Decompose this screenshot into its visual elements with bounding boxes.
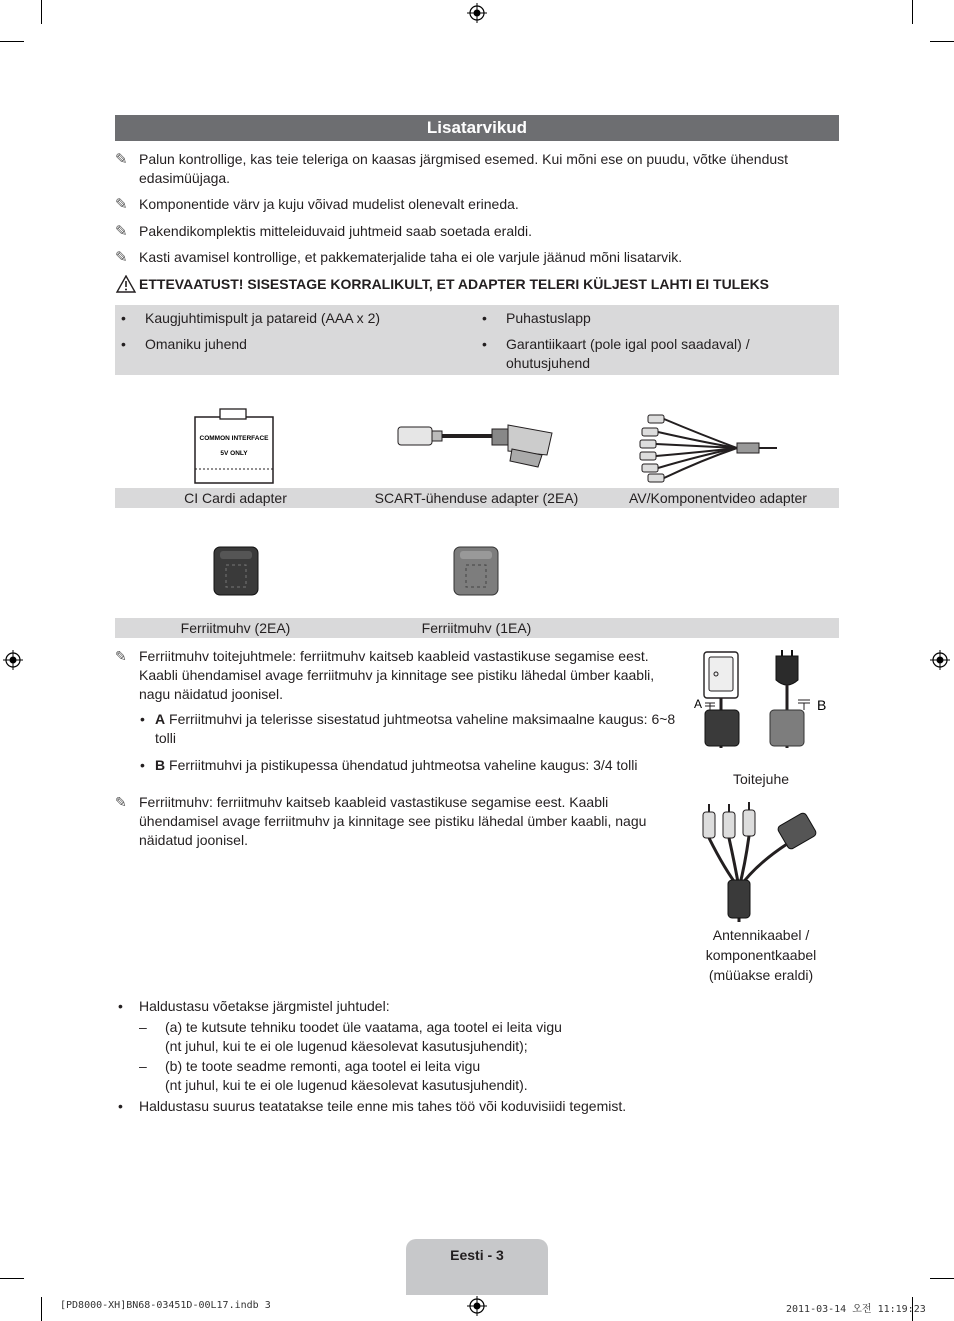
pencil-note-icon: ✎	[115, 794, 127, 810]
list-item: • Omaniku juhend	[121, 336, 247, 352]
note-text: Palun kontrollige, kas teie teleriga on kaasas järgmised esemed. Kui mõni ese on puudu, võtke ühendust edasimüüjaga.	[139, 151, 789, 186]
items-right-column	[476, 309, 806, 373]
crop-mark	[930, 1278, 954, 1279]
section-title: Lisatarvikud	[115, 115, 839, 141]
fee-list	[115, 997, 815, 1116]
crop-mark	[930, 41, 954, 42]
ferrite-core-gray-image	[452, 545, 500, 597]
item-label: A	[155, 711, 166, 727]
fee-case-text	[165, 1057, 528, 1095]
note-item	[115, 222, 845, 241]
fee-case-line: (nt juhul, kui te ei ole lugenud käesolevat kasutusjuhendit);	[165, 1038, 528, 1054]
list-item: • B Ferriitmuhvi ja pistikupessa ühendatud juhtmeotsa vaheline kaugus: 3/4 tolli	[140, 757, 638, 773]
label-b: B	[817, 697, 827, 713]
item-description: Ferriitmuhvi ja telerisse sisestatud juhtmeotsa vaheline maksimaalne kaugus: 6~8 tolli	[155, 711, 676, 746]
accessory-caption: SCART-ühenduse adapter (2EA)	[374, 490, 579, 506]
scart-adapter-image	[392, 415, 562, 470]
ci-label-line1: COMMON INTERFACE	[199, 435, 269, 442]
note-text: Pakendikomplektis mitteleiduvaid juhtmeid saab soetada eraldi.	[139, 223, 532, 239]
item-text: Garantiikaart (pole igal pool saadaval) / ohutusjuhend	[506, 336, 750, 371]
list-item	[115, 1097, 815, 1116]
registration-mark-icon	[3, 650, 23, 670]
item-text: Omaniku juhend	[145, 336, 247, 352]
item-text: Kaugjuhtimispult ja patareid (AAA x 2)	[145, 310, 381, 326]
fee-case-text	[165, 1018, 562, 1056]
caution-notice	[115, 275, 839, 293]
ferrite-core-dark-image	[212, 545, 260, 597]
fee-case	[139, 1057, 815, 1095]
pencil-note-icon: ✎	[115, 151, 128, 168]
crop-mark	[41, 1297, 42, 1321]
pencil-note-icon: ✎	[115, 249, 128, 266]
print-timestamp: 2011-03-14 오전 11:19:23	[786, 1304, 926, 1315]
note-item	[115, 150, 845, 188]
fee-case-line: (a) te kutsute tehniku toodet üle vaatama, aga tootel ei leita vigu	[165, 1019, 562, 1035]
item-text	[155, 756, 638, 775]
item-text	[155, 710, 680, 748]
list-item: • Kaugjuhtimispult ja patareid (AAA x 2)	[115, 309, 455, 335]
label-a: A	[694, 697, 703, 711]
distance-list	[140, 710, 680, 775]
fee-case-line: (b) te toote seadme remonti, aga tootel ei leita vigu	[165, 1058, 481, 1074]
note-item	[115, 248, 845, 267]
power-cord-caption: Toitejuhe	[732, 771, 790, 787]
power-cord-ferrite-image	[690, 648, 835, 758]
accessory-caption: AV/Komponentvideo adapter	[629, 490, 807, 506]
pencil-note-icon: ✎	[115, 196, 128, 213]
pencil-note-icon: ✎	[115, 223, 128, 240]
antenna-cable-caption: Antennikaabel / komponentkaabel (müüakse eraldi)	[705, 927, 817, 983]
accessory-caption: Ferriitmuhv (2EA)	[180, 620, 291, 636]
crop-mark	[0, 41, 24, 42]
registration-mark-icon	[467, 1296, 487, 1316]
list-item	[115, 997, 815, 1016]
note-text: Ferriitmuhv toitejuhtmele: ferriitmuhv kaitseb kaableid vastastikuse segamise eest. Kaabli ühendamisel avage ferriitmuhv ja kinnitage see pistiku lähedal ümber kaabli, nagu näidatud joonisel.	[139, 648, 655, 702]
warning-triangle-icon	[115, 275, 139, 293]
dash: –	[139, 1058, 147, 1074]
item-text: Puhastuslapp	[506, 310, 591, 326]
registration-mark-icon	[930, 650, 950, 670]
note-item	[115, 195, 845, 214]
list-item: • Puhastuslapp	[476, 309, 806, 335]
bullet: •	[118, 1098, 123, 1114]
item-label: B	[155, 757, 166, 773]
page-number-tab: Eesti - 3	[406, 1239, 548, 1295]
file-info: [PD8000-XH]BN68-03451D-00L17.indb 3	[60, 1300, 271, 1311]
item-text: Haldustasu võetakse järgmistel juhtudel:	[139, 998, 390, 1014]
note-text: Komponentide värv ja kuju võivad mudelist olenevalt erineda.	[139, 196, 519, 212]
fee-case-line: (nt juhul, kui te ei ole lugenud käesolevat kasutusjuhendit).	[165, 1077, 528, 1093]
note-item	[115, 647, 685, 704]
ci-card-adapter-image	[190, 405, 280, 487]
note-text: Ferriitmuhv: ferriitmuhv kaitseb kaableid vastastikuse segamise eest. Kaabli ühendamisel avage ferriitmuhv ja kinnitage see pistiku lähedal ümber kaabli, nagu näidatud joonisel.	[139, 794, 647, 848]
note-text: Kasti avamisel kontrollige, et pakkematerjalide taha ei ole varjule jäänud mõni lisatarvik.	[139, 249, 683, 265]
item-description: Ferriitmuhvi ja pistikupessa ühendatud juhtmeotsa vaheline kaugus: 3/4 tolli	[169, 757, 638, 773]
list-item: • A Ferriitmuhvi ja telerisse sisestatud juhtmeotsa vaheline maksimaalne kaugus: 6~8 tolli	[140, 710, 680, 748]
fee-case	[139, 1018, 815, 1056]
crop-mark	[0, 1278, 24, 1279]
crop-mark	[912, 0, 913, 24]
caution-text: ETTEVAATUST! SISESTAGE KORRALIKULT, ET ADAPTER TELERI KÜLJEST LAHTI EI TULEKS	[139, 276, 770, 292]
ci-label-line2: 5V ONLY	[220, 450, 248, 457]
note-item	[115, 793, 685, 850]
item-text: Haldustasu suurus teatatakse teile enne mis tahes töö või koduvisiidi tegemist.	[139, 1098, 627, 1114]
bullet: •	[118, 998, 123, 1014]
dash: –	[139, 1019, 147, 1035]
registration-mark-icon	[467, 3, 487, 23]
items-left-column	[115, 309, 455, 354]
pencil-note-icon: ✎	[115, 648, 127, 664]
av-component-adapter-image	[632, 410, 782, 485]
antenna-cable-ferrite-image	[695, 800, 825, 925]
accessory-caption: CI Cardi adapter	[184, 490, 287, 506]
accessory-caption: Ferriitmuhv (1EA)	[421, 620, 532, 636]
crop-mark	[41, 0, 42, 24]
list-item: • Garantiikaart (pole igal pool saadaval) / ohutusjuhend	[476, 335, 806, 373]
